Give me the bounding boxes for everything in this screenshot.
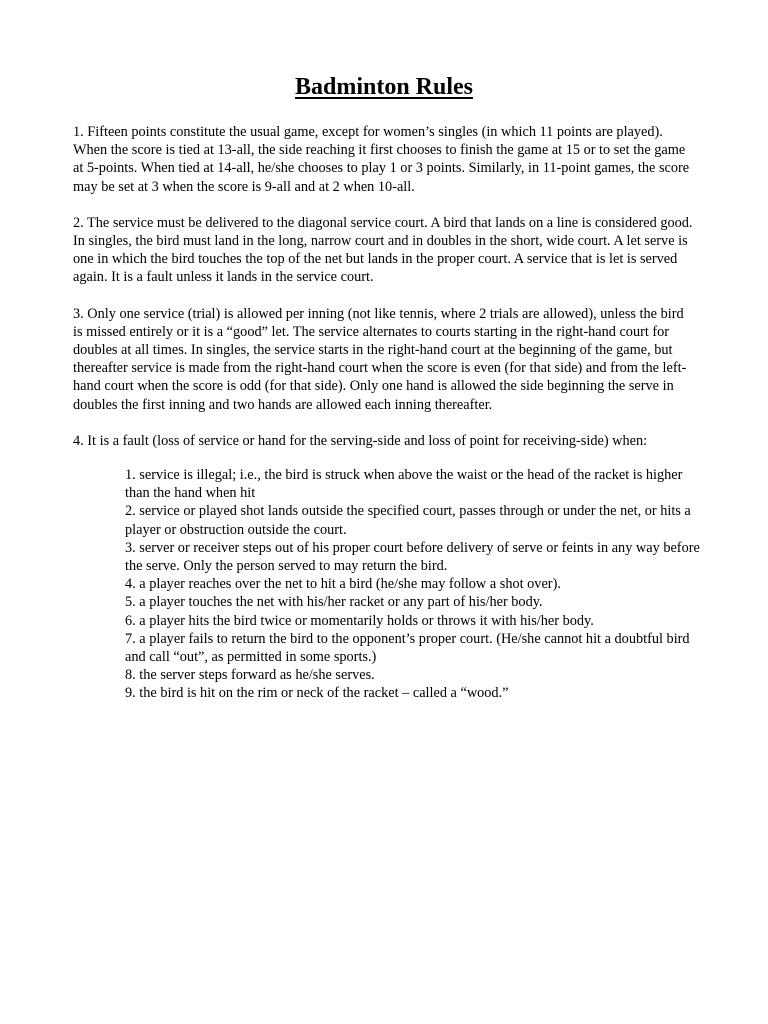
document-title: Badminton Rules [294,74,474,100]
fault-list-item: 5. a player touches the net with his/her racket or any part of his/her body. [125,594,543,611]
rule-paragraph-2: 2. The service must be delivered to the diagonal service court. A bird that lands on a line is considered good. In singles, the bird must land in the long, narrow court and in doubles in the short, wide court. A let serve is one in which the bird touches the top of the net but lands in the proper court. A service that is let is served again. It is a fault unless it lands in the service court. [73,214,693,286]
fault-list-item: 2. service or played shot lands outside the specified court, passes through or under the net, or hits a player or obstruction outside the court. [125,503,691,538]
fault-list-item: 3. server or receiver steps out of his proper court before delivery of serve or feints in any way before the serve. Only the person served to may return the bird. [125,539,700,575]
fault-list [73,466,700,703]
rule-paragraph-3: 3. Only one service (trial) is allowed per inning (not like tennis, where 2 trials are allowed), unless the bird is missed entirely or it is a “good” let. The service alternates to courts starting in the right-hand court for doubles at all times. In singles, the service starts in the right-hand court at the beginning of the game, but thereafter service is made from the right-hand court when the score is even (for that side) and from the left-hand court when the score is odd (for that side). Only one hand is allowed the side beginning the serve in doubles the first inning and two hands are allowed each inning thereafter. [73,305,687,413]
fault-list-item: 1. service is illegal; i.e., the bird is struck when above the waist or the head of the racket is higher than the hand when hit [125,467,683,502]
fault-list-item: 8. the server steps forward as he/she serves. [125,667,375,684]
fault-list-item: 4. a player reaches over the net to hit a bird (he/she may follow a shot over). [125,576,561,593]
rule-paragraph-1: 1. Fifteen points constitute the usual game, except for women’s singles (in which 11 points are played). When the score is tied at 13-all, the side reaching it first chooses to finish the game at 15 or to set the game at 5-points. When tied at 14-all, he/she chooses to play 1 or 3 points. Similarly, in 11-point games, the score may be set at 3 when the score is 9-all and at 2 when 10-all. [73,124,690,195]
fault-list-item: 9. the bird is hit on the rim or neck of the racket – called a “wood.” [125,685,509,702]
fault-list-item: 7. a player fails to return the bird to the opponent’s proper court. (He/she cannot hit a doubtful bird and call “out”, as permitted in some sports.) [125,630,690,666]
fault-list-item: 6. a player hits the bird twice or momentarily holds or throws it with his/her body. [125,612,594,629]
rule-paragraph-4: 4. It is a fault (loss of service or hand for the serving-side and loss of point for receiving-side) when: [73,432,648,449]
document-body [73,123,700,703]
